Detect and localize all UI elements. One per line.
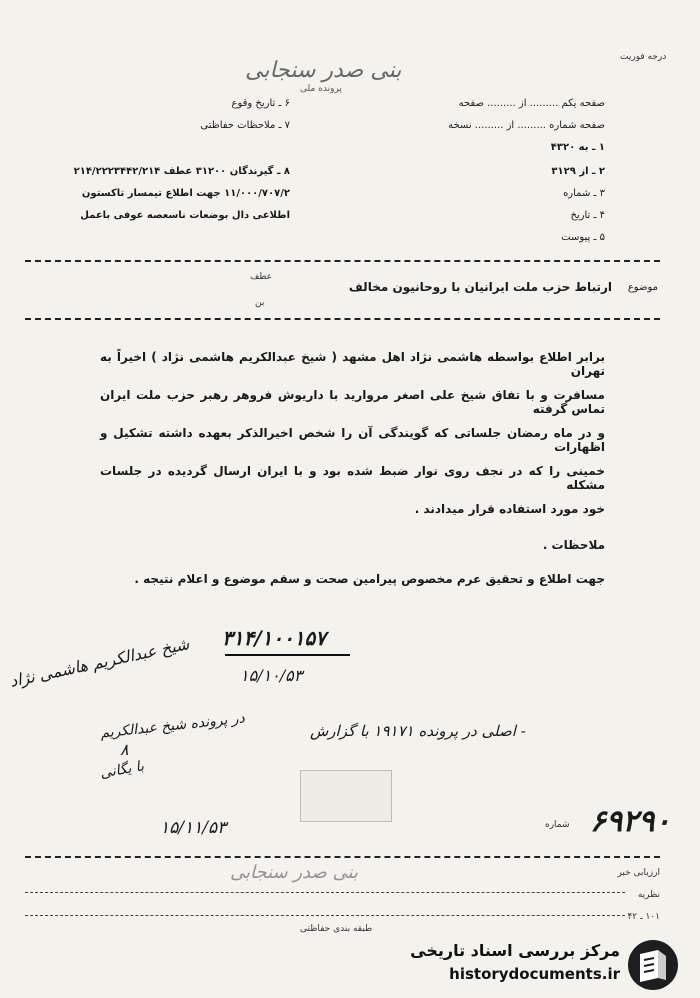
archive-logo-icon xyxy=(628,940,678,990)
field-recipients-3: اطلاعی دال بوضعات ناسعصه عوفی باعمل xyxy=(80,210,290,221)
handwritten-date-2: ۱۵/۱۱/۵۳ xyxy=(160,818,227,838)
field-number: ۳ ـ شماره xyxy=(563,188,605,199)
field-attachment: ۵ ـ پیوست xyxy=(561,232,605,243)
field-from: ۲ ـ از ۳۱۲۹ xyxy=(551,166,605,177)
footer-stamp: بنی صدر سنجابی xyxy=(230,862,358,883)
handwritten-eight: ۸ xyxy=(120,740,129,759)
field-page: صفحه یکم ......... از ......... صفحه xyxy=(458,98,605,109)
handwritten-file-note: در پرونده شیخ عبدالکریم xyxy=(99,710,246,742)
reference-label: عطف xyxy=(250,272,273,282)
handwritten-date-1: ۱۵/۱۰/۵۳ xyxy=(240,666,303,685)
handwritten-note: اصلی در پرونده ۱۹۱۷۱ با گزارش - xyxy=(310,722,526,740)
header-stamp-sub: پرونده ملی xyxy=(300,84,342,94)
body-notes: ملاحظات . xyxy=(542,538,605,552)
field-event-date: ۶ ـ تاریخ وقوع xyxy=(231,98,290,109)
field-recipients: ۸ ـ گیرندگان ۳۱۲۰۰ عطف ۲۱۴/۲۲۲۳۴۴۲/۲۱۴ xyxy=(73,166,290,177)
reference-sub: بن xyxy=(255,298,265,308)
subject-text: ارتباط حزب ملت ایرانیان با روحانیون مخالف xyxy=(348,280,612,294)
header-stamp: بنی صدر سنجابی xyxy=(245,58,402,83)
footer-classification: طبقه بندی حفاظتی xyxy=(300,924,373,934)
field-to: ۱ ـ به ۴۳۲۰ xyxy=(550,142,605,153)
footer-form-code: ۱۰۱ ـ ۴۲ xyxy=(627,912,660,922)
document-number: ۶۹۲۹۰ xyxy=(590,804,671,839)
document-number-label: شماره xyxy=(545,820,570,830)
faint-stamp xyxy=(300,770,392,822)
footer-line-2 xyxy=(25,892,625,893)
footer-line-3 xyxy=(25,915,625,916)
header-divider xyxy=(25,260,660,262)
body-line-3: و در ماه رمضان جلساتی که گویندگی آن را شخص اخیرالذکر بعهده داشته تشکیل و اظهارات xyxy=(100,426,605,454)
handwritten-name: شیخ عبدالکریم هاشمی نژاد xyxy=(8,634,191,691)
subject-label: موضوع xyxy=(627,282,658,293)
body-line-2: مسافرت و با تفاق شیخ علی اصغر مروارید با داریوش فروهر رهبر حزب ملت ایران تماس گرفته xyxy=(100,388,605,416)
field-copy: صفحه شماره ......... از ......... نسخه xyxy=(448,120,605,131)
body-request: جهت اطلاع و تحقیق عرم مخصوص پیرامین صحت و سقم موضوع و اعلام نتیجه . xyxy=(134,572,605,586)
body-line-4: خمینی را که در نجف روی نوار ضبط شده بود و با ایران ارسال گردیده در جلسات مشکله xyxy=(100,464,605,492)
body-line-1: برابر اطلاع بواسطه هاشمی نژاد اهل مشهد ( شیخ عبدالکریم هاشمی نژاد ) اخیراً به تهران xyxy=(100,350,605,378)
subject-divider xyxy=(25,318,660,320)
footer-evaluation: ارزیابی خبر xyxy=(617,868,660,878)
footer-divider xyxy=(25,856,660,858)
watermark-url: historydocuments.ir xyxy=(449,965,620,983)
watermark-org: مرکز بررسی اسناد تاریخی xyxy=(410,941,620,960)
field-security-notes: ۷ ـ ملاحظات حفاظتی xyxy=(200,120,290,131)
field-recipients-2: ۱۱/۰۰۰/۷۰۷/۲ جهت اطلاع تیمسار تاکستون xyxy=(81,188,290,199)
handwritten-underline xyxy=(225,654,350,656)
body-line-5: خود مورد استفاده قرار میدادند . xyxy=(414,502,605,516)
handwritten-archive: با یگانی xyxy=(98,758,146,782)
field-date: ۴ ـ تاریخ xyxy=(570,210,605,221)
priority-label: درجه فوریت xyxy=(620,52,667,62)
footer-opinion: نظریه xyxy=(637,890,660,900)
handwritten-number: ۳۱۴/۱۰۰۱۵۷ xyxy=(222,626,326,650)
